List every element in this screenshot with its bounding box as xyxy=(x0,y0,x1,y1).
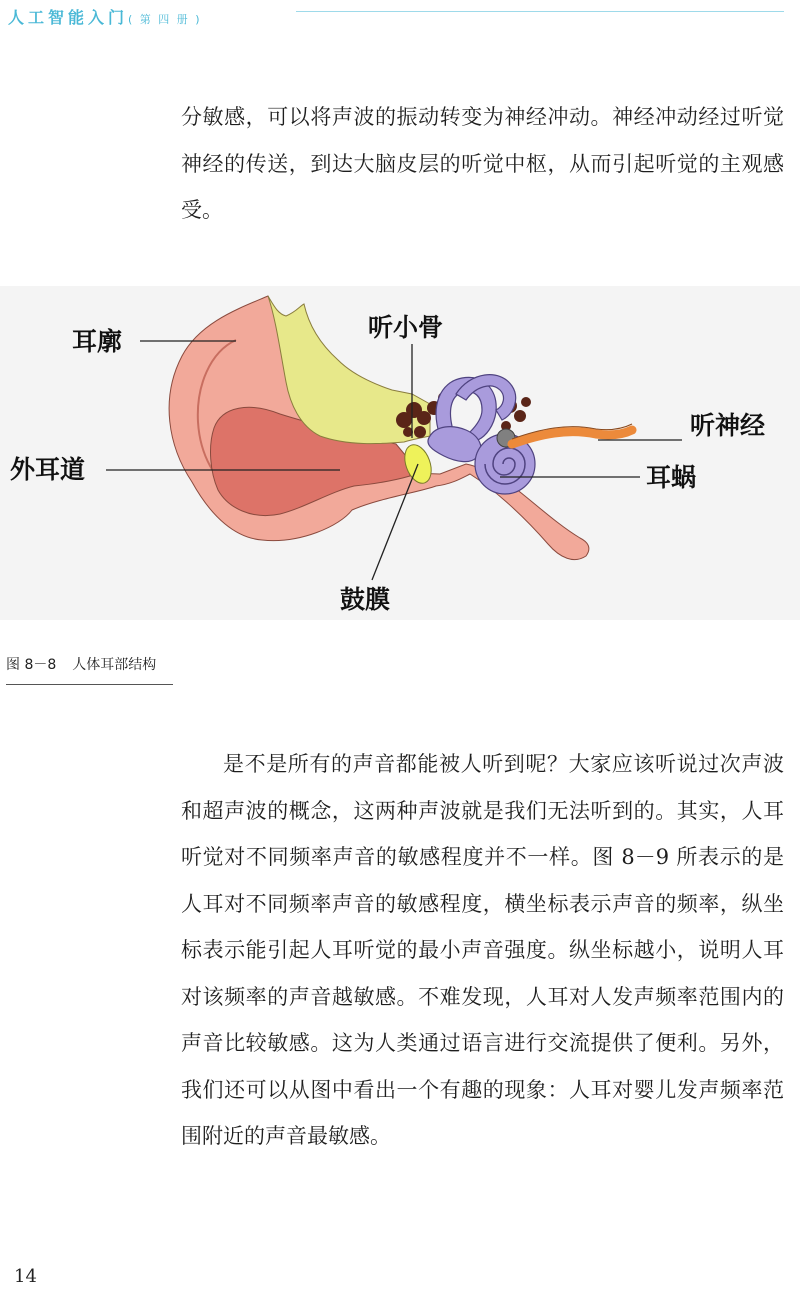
ear-structure-figure xyxy=(0,286,800,620)
book-title-text: 人工智能入门 xyxy=(8,8,129,27)
page-header xyxy=(0,0,800,34)
paragraph-1: 分敏感，可以将声波的振动转变为神经冲动。神经冲动经过听觉神经的传送，到达大脑皮层的听觉中枢，从而引起听觉的主观感受。 xyxy=(181,105,784,222)
label-eardrum: 鼓膜 xyxy=(340,585,391,614)
label-auditory-nerve: 听神经 xyxy=(690,411,766,440)
paragraph-2: 是不是所有的声音都能被人听到呢？大家应该听说过次声波和超声波的概念，这两种声波就是我们无法听到的。其实，人耳听觉对不同频率声音的敏感程度并不一样。图 8－9 所表示的是人耳对不同频率声音的敏感程度，横坐标表示声音的频率，纵坐标表示能引起人耳听觉的最小声音强度。纵坐标越小，说明人耳对该频率的声音越敏感。不难发现，人耳对人发声频率范围内的声音比较敏感。这为人类通过语言进行交流提供了便利。另外，我们还可以从图中看出一个有趣的现象：人耳对婴儿发声频率范围附近的声音最敏感。 xyxy=(181,752,784,1148)
book-title xyxy=(8,5,202,28)
volume-label: ( 第 四 册 ) xyxy=(128,13,202,26)
figure-caption xyxy=(6,654,156,674)
label-cochlea: 耳蜗 xyxy=(646,463,697,492)
header-rule xyxy=(296,11,784,12)
page-number: 14 xyxy=(14,1266,37,1287)
ear-diagram xyxy=(0,286,800,620)
caption-number: 图 8－8 xyxy=(6,657,57,673)
label-auricle: 耳廓 xyxy=(72,327,123,356)
caption-rule xyxy=(6,684,173,685)
caption-text: 人体耳部结构 xyxy=(72,657,157,673)
label-ossicles: 听小骨 xyxy=(368,313,444,342)
label-ear-canal: 外耳道 xyxy=(10,455,86,484)
